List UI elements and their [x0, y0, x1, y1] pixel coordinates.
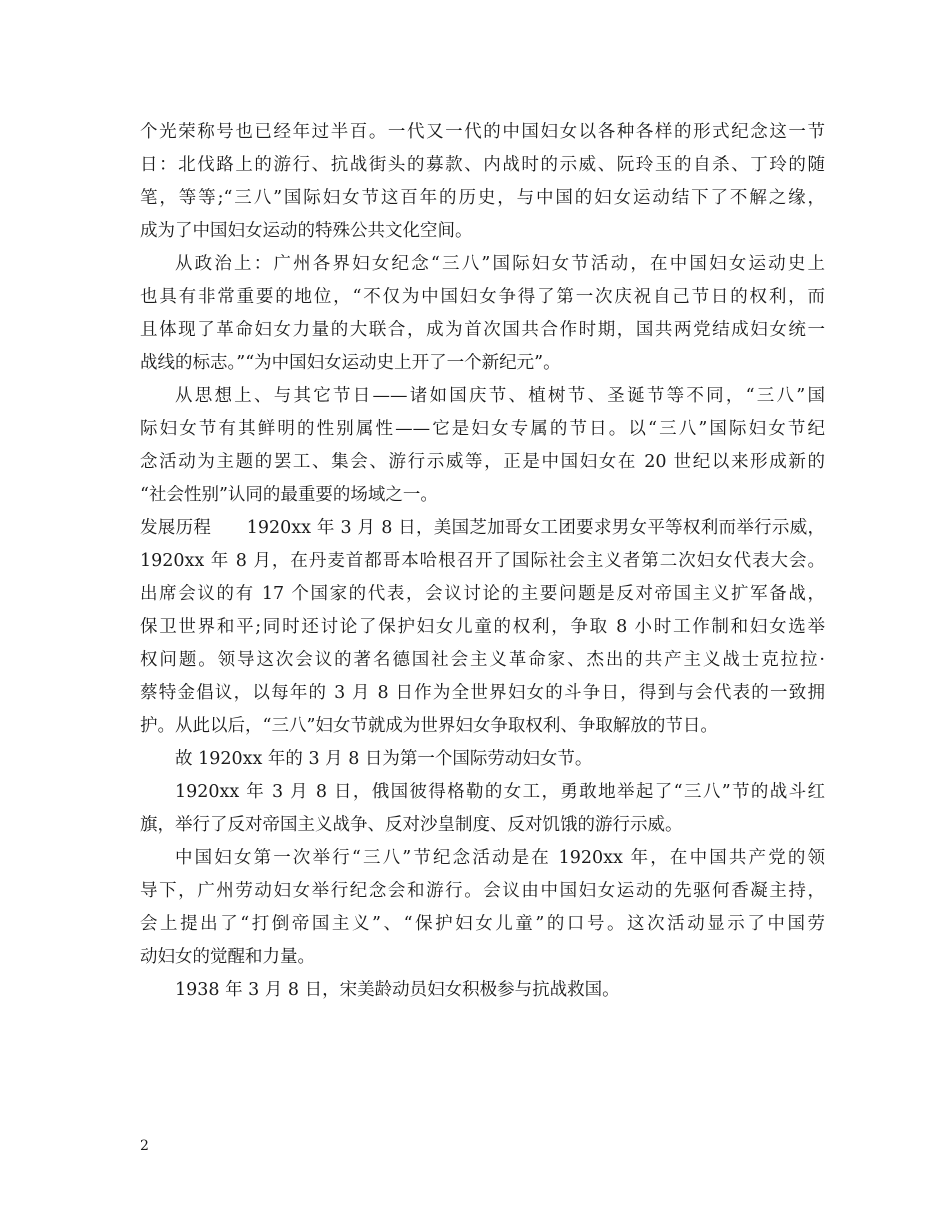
text-line: 念活动为主题的罢工、集会、游行示威等，正是中国妇女在 20 世纪以来形成新的 [140, 452, 825, 472]
paragraph [140, 116, 825, 248]
text-line: 发展历程 1920xx 年 3 月 8 日，美国芝加哥女工团要求男女平等权利而举行示威， [140, 518, 825, 538]
text-line: 笔，等等;“三八”国际妇女节这百年的历史，与中国的妇女运动结下了不解之缘， [140, 188, 825, 208]
text-line: 从政治上：广州各界妇女纪念“三八”国际妇女节活动，在中国妇女运动史上 [175, 254, 825, 274]
page-number: 2 [140, 1138, 149, 1154]
text-line: 1920xx 年 8 月，在丹麦首都哥本哈根召开了国际社会主义者第二次妇女代表大会。 [140, 551, 825, 571]
text-line: 际妇女节有其鲜明的性别属性——它是妇女专属的节日。以“三八”国际妇女节纪 [140, 419, 825, 439]
text-line: 1938 年 3 月 8 日，宋美龄动员妇女积极参与抗战救国。 [175, 980, 620, 1000]
text-line: 动妇女的觉醒和力量。 [140, 947, 315, 967]
paragraph [140, 512, 825, 743]
text-line: 旗，举行了反对帝国主义战争、反对沙皇制度、反对饥饿的游行示威。 [140, 815, 683, 835]
text-line: 蔡特金倡议，以每年的 3 月 8 日作为全世界妇女的斗争日，得到与会代表的一致拥 [140, 683, 825, 703]
paragraph [140, 842, 825, 974]
paragraph [140, 380, 825, 512]
paragraph [140, 776, 825, 842]
text-line: 个光荣称号也已经年过半百。一代又一代的中国妇女以各种各样的形式纪念这一节 [140, 122, 825, 142]
text-line: 且体现了革命妇女力量的大联合，成为首次国共合作时期，国共两党结成妇女统一 [140, 320, 825, 340]
text-line: 护。从此以后，“三八”妇女节就成为世界妇女争取权利、争取解放的节日。 [140, 716, 718, 736]
text-line: 保卫世界和平;同时还讨论了保护妇女儿童的权利，争取 8 小时工作制和妇女选举 [140, 617, 825, 637]
text-line: 日：北伐路上的游行、抗战街头的募款、内战时的示威、阮玲玉的自杀、丁玲的随 [140, 155, 825, 175]
text-line: “社会性别”认同的最重要的场域之一。 [140, 485, 438, 505]
text-line: 导下，广州劳动妇女举行纪念会和游行。会议由中国妇女运动的先驱何香凝主持， [140, 881, 825, 901]
paragraph [140, 974, 825, 1007]
text-line: 1920xx 年 3 月 8 日，俄国彼得格勒的女工，勇敢地举起了“三八”节的战斗红 [175, 782, 825, 802]
text-line: 也具有非常重要的地位，“不仅为中国妇女争得了第一次庆祝自己节日的权利，而 [140, 287, 825, 307]
text-line: 权问题。领导这次会议的著名德国社会主义革命家、杰出的共产主义战士克拉拉· [140, 650, 825, 670]
text-line: 成为了中国妇女运动的特殊公共文化空间。 [140, 221, 473, 241]
text-line: 战线的标志。”“为中国妇女运动史上开了一个新纪元”。 [140, 353, 561, 373]
text-line: 出席会议的有 17 个国家的代表，会议讨论的主要问题是反对帝国主义扩军备战， [140, 584, 825, 604]
paragraph [140, 743, 825, 776]
text-line: 会上提出了“打倒帝国主义”、“保护妇女儿童”的口号。这次活动显示了中国劳 [140, 914, 825, 934]
text-line: 故 1920xx 年的 3 月 8 日为第一个国际劳动妇女节。 [175, 749, 593, 769]
text-line: 中国妇女第一次举行“三八”节纪念活动是在 1920xx 年，在中国共产党的领 [175, 848, 825, 868]
body-text [140, 116, 825, 1007]
text-line: 从思想上、与其它节日——诸如国庆节、植树节、圣诞节等不同，“三八”国 [175, 386, 825, 406]
paragraph [140, 248, 825, 380]
